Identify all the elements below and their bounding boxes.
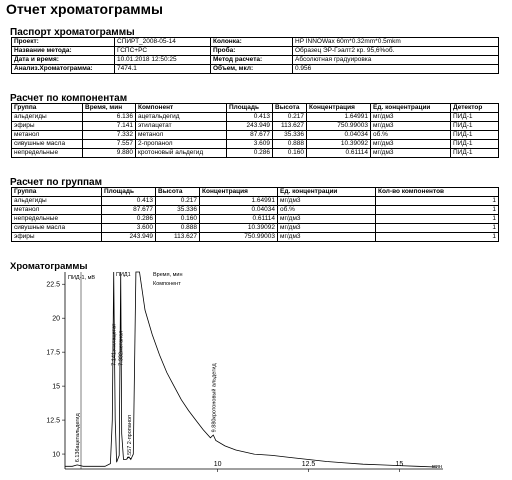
column-header: Детектор <box>451 104 499 113</box>
x-tick-label: 12.5 <box>301 461 316 468</box>
table-cell: 0.888 <box>156 224 200 233</box>
table-cell: 1 <box>376 197 499 206</box>
components-table <box>11 103 499 158</box>
column-header: Концентрация <box>200 188 278 197</box>
table-cell: 7.332 <box>83 131 136 140</box>
table-cell: 1 <box>376 215 499 224</box>
table-cell: 2-пропанол <box>136 140 227 149</box>
table-row <box>12 233 499 242</box>
column-header: Группа <box>12 104 83 113</box>
table-cell: 1 <box>376 206 499 215</box>
table-cell: 87.677 <box>102 206 156 215</box>
table-cell: 1.64991 <box>200 197 278 206</box>
components-header-row <box>12 104 499 113</box>
passport-heading: Паспорт хроматограммы <box>10 27 135 38</box>
table-cell: 1.64991 <box>307 113 371 122</box>
peak-label: 7.332метанол <box>118 330 125 366</box>
column-header: Концентрация <box>307 104 371 113</box>
table-cell: мг/дм3 <box>371 113 451 122</box>
table-cell: альдегиды <box>12 197 102 206</box>
passport-row <box>12 65 499 74</box>
table-row <box>12 140 499 149</box>
passport-label: Объем, мкл: <box>211 65 293 74</box>
table-cell: 0.217 <box>156 197 200 206</box>
table-cell: 3.609 <box>227 140 273 149</box>
table-cell: 750.99003 <box>200 233 278 242</box>
table-row <box>12 149 499 158</box>
table-cell: метанол <box>136 131 227 140</box>
table-cell: 1 <box>376 224 499 233</box>
table-cell: мг/дм3 <box>278 233 376 242</box>
passport-row <box>12 38 499 47</box>
passport-value: Абсолютная градуировка <box>293 56 499 65</box>
groups-table <box>11 187 499 242</box>
table-cell: эфиры <box>12 122 83 131</box>
x-tick-label: 15 <box>395 461 404 468</box>
passport-label: Метод расчета: <box>211 56 293 65</box>
table-cell: об.% <box>371 131 451 140</box>
table-cell: 0.61114 <box>307 149 371 158</box>
table-row <box>12 122 499 131</box>
table-cell: метанол <box>12 206 102 215</box>
table-cell: мг/дм3 <box>371 149 451 158</box>
table-cell: этилацетат <box>136 122 227 131</box>
column-header: Ед. концентрации <box>371 104 451 113</box>
components-heading: Расчет по компонентам <box>10 93 128 104</box>
table-cell: альдегиды <box>12 113 83 122</box>
column-header: Площадь <box>102 188 156 197</box>
passport-value: 0.956 <box>293 65 499 74</box>
table-cell: 0.61114 <box>200 215 278 224</box>
passport-label: Проба: <box>211 47 293 56</box>
table-cell: сивушные масла <box>12 140 83 149</box>
time-label: Время, мин <box>153 272 183 278</box>
peak-label: 9.880кротоновый альдегид <box>211 363 218 433</box>
table-cell: непредельные <box>12 215 102 224</box>
y-tick-label: 15 <box>52 383 60 391</box>
table-cell: ПИД-1 <box>451 113 499 122</box>
y-tick-label: 22.5 <box>46 281 60 289</box>
passport-table <box>11 37 499 74</box>
table-cell: 35.336 <box>156 206 200 215</box>
table-cell: 6.136 <box>83 113 136 122</box>
table-row <box>12 206 499 215</box>
column-header: Группа <box>12 188 102 197</box>
table-cell: мг/дм3 <box>278 215 376 224</box>
y-tick-label: 20 <box>52 315 60 323</box>
table-cell: кротоновый альдегид <box>136 149 227 158</box>
table-cell: 0.286 <box>227 149 273 158</box>
table-cell: 113.627 <box>273 122 307 131</box>
component-label: Компонент <box>153 281 181 287</box>
table-cell: сивушные масла <box>12 224 102 233</box>
table-cell: 87.677 <box>227 131 273 140</box>
passport-label: Дата и время: <box>12 56 115 65</box>
table-row <box>12 113 499 122</box>
table-cell: 243.949 <box>102 233 156 242</box>
table-cell: 0.413 <box>102 197 156 206</box>
table-cell: 0.286 <box>102 215 156 224</box>
table-cell: ПИД-1 <box>451 149 499 158</box>
passport-label: Название метода: <box>12 47 115 56</box>
y-tick-label: 12.5 <box>46 417 60 425</box>
table-cell: метанол <box>12 131 83 140</box>
table-cell: 9.880 <box>83 149 136 158</box>
x-tick-label: 10 <box>213 461 222 468</box>
column-header: Высота <box>273 104 307 113</box>
table-cell: 0.160 <box>273 149 307 158</box>
passport-value: HP INNOWax 60m*0.32mm*0.5mkm <box>293 38 499 47</box>
table-cell: 35.336 <box>273 131 307 140</box>
table-row <box>12 215 499 224</box>
table-cell: 0.160 <box>156 215 200 224</box>
table-cell: 0.217 <box>273 113 307 122</box>
column-header: Кол-во компонентов <box>376 188 499 197</box>
table-cell: 750.99003 <box>307 122 371 131</box>
table-cell: ПИД-1 <box>451 131 499 140</box>
table-cell: мг/дм3 <box>371 122 451 131</box>
table-cell: ПИД-1 <box>451 140 499 149</box>
chromatogram-chart <box>0 262 512 480</box>
table-cell: 243.949 <box>227 122 273 131</box>
detector-label: ПИД-1, мВ <box>68 275 96 281</box>
column-header: Ед. концентрации <box>278 188 376 197</box>
table-cell: ацетальдегид <box>136 113 227 122</box>
table-cell: мг/дм3 <box>278 224 376 233</box>
table-cell: об.% <box>278 206 376 215</box>
table-cell: 7.557 <box>83 140 136 149</box>
column-header: Компонент <box>136 104 227 113</box>
chromatogram-trace <box>65 272 436 467</box>
table-cell: непредельные <box>12 149 83 158</box>
table-cell: 113.627 <box>156 233 200 242</box>
peak-label: 7.141этилацетат <box>111 323 118 366</box>
table-cell: мг/дм3 <box>371 140 451 149</box>
passport-label: Проект: <box>12 38 115 47</box>
detector-marker-label: ПИД1 <box>116 272 131 278</box>
passport-label: Анализ.Хроматограмма: <box>12 65 115 74</box>
table-cell: 0.04034 <box>307 131 371 140</box>
passport-value: 7474.1 <box>115 65 211 74</box>
passport-value: СПИРТ_2008-05-14 <box>115 38 211 47</box>
passport-value: Образец ЭР-Гэалт2 кр. 95,6%об. <box>293 47 499 56</box>
unit-label: мин <box>432 464 442 470</box>
table-cell: 0.888 <box>273 140 307 149</box>
report-title: Отчет хроматограммы <box>6 1 163 17</box>
table-cell: 1 <box>376 233 499 242</box>
table-cell: 10.39092 <box>307 140 371 149</box>
peak-label: 7.557 2-пропанол <box>126 414 133 460</box>
table-cell: эфиры <box>12 233 102 242</box>
y-tick-label: 10 <box>52 451 60 459</box>
table-cell: ПИД-1 <box>451 122 499 131</box>
passport-value: 10.01.2018 12:50:25 <box>115 56 211 65</box>
passport-row <box>12 47 499 56</box>
table-cell: 0.04034 <box>200 206 278 215</box>
table-cell: 10.39092 <box>200 224 278 233</box>
column-header: Площадь <box>227 104 273 113</box>
passport-label: Колонка: <box>211 38 293 47</box>
column-header: Время, мин <box>83 104 136 113</box>
table-cell: 0.413 <box>227 113 273 122</box>
passport-row <box>12 56 499 65</box>
y-tick-label: 17.5 <box>46 349 60 357</box>
column-header: Высота <box>156 188 200 197</box>
table-cell: 3.600 <box>102 224 156 233</box>
table-cell: мг/дм3 <box>278 197 376 206</box>
table-row <box>12 131 499 140</box>
table-row <box>12 197 499 206</box>
groups-heading: Расчет по группам <box>10 177 102 188</box>
passport-value: ГСПС+РС <box>115 47 211 56</box>
peak-label: 6.136ацетальдегид <box>75 413 82 463</box>
chromatogram-heading: Хроматограммы <box>10 261 88 272</box>
groups-header-row <box>12 188 499 197</box>
table-cell: 7.141 <box>83 122 136 131</box>
table-row <box>12 224 499 233</box>
